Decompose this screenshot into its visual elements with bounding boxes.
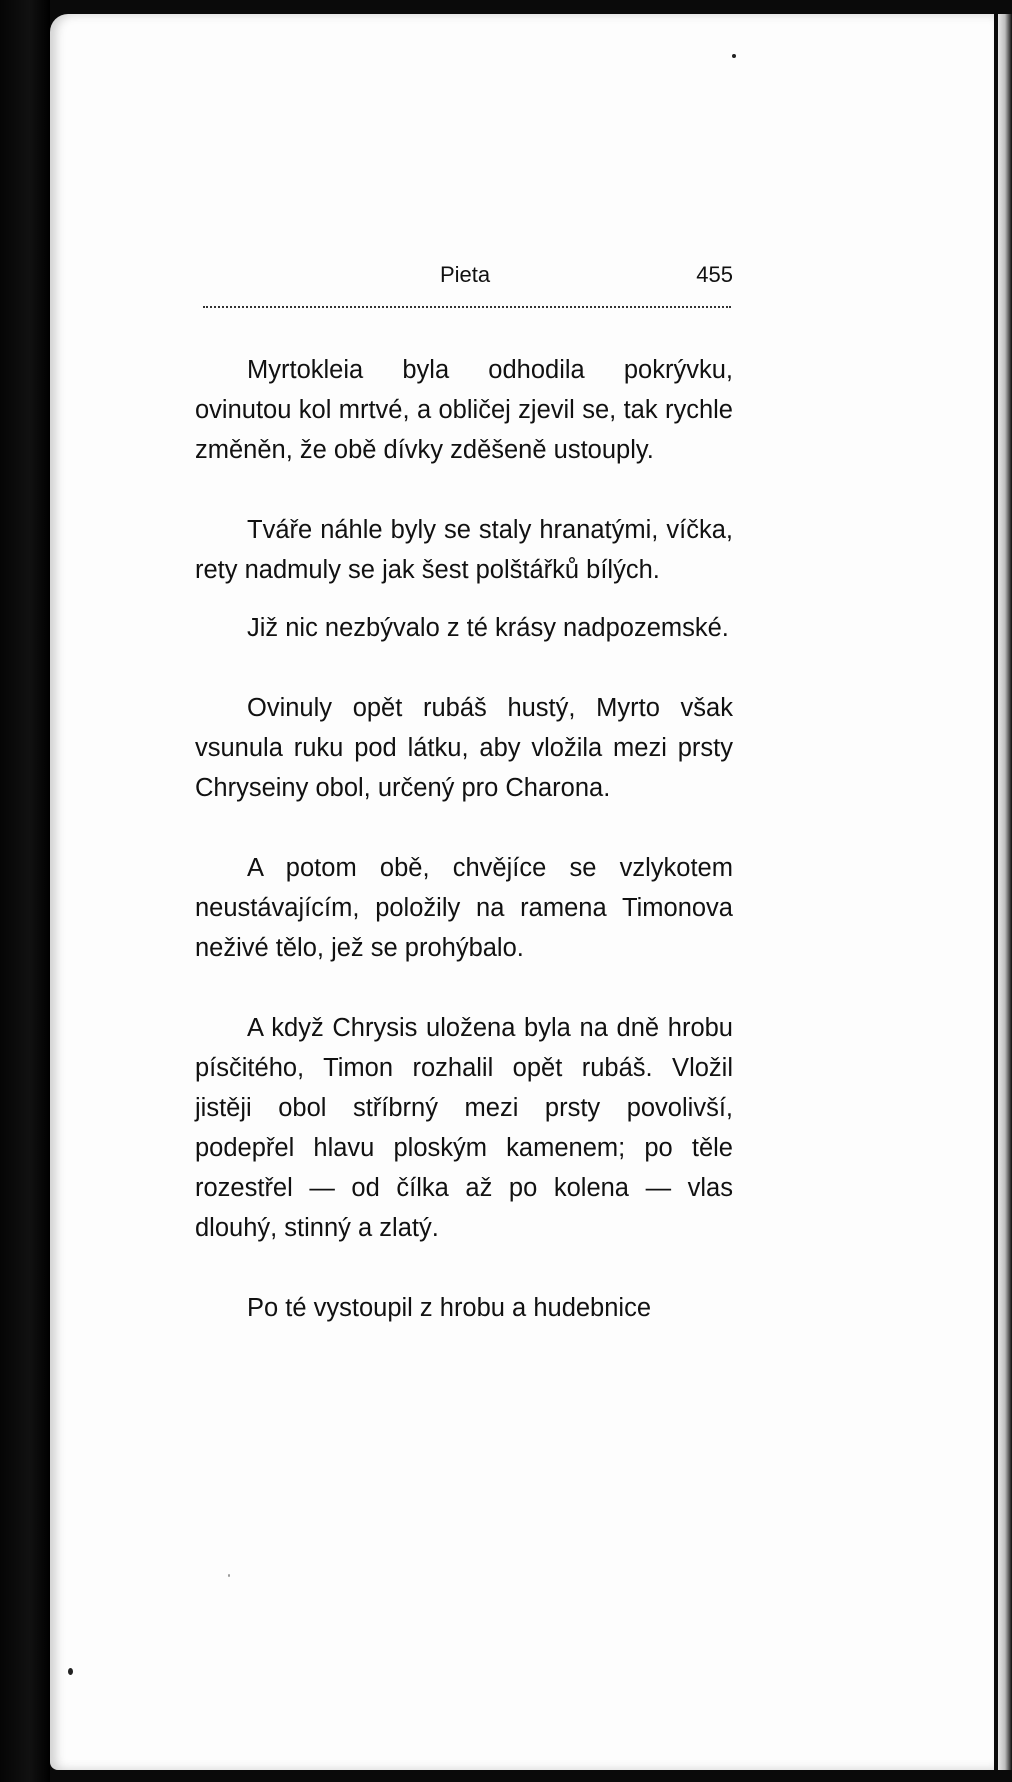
paragraph: Myrtokleia byla odhodila pokrývku, ovinutou kol mrtvé, a obličej zjevil se, tak rychle změněn, že obě dívky zděšeně ustouply. xyxy=(195,356,733,464)
scan-speck xyxy=(732,54,736,58)
page-number: 455 xyxy=(696,262,733,287)
page-edge xyxy=(998,14,1012,1770)
header-rule xyxy=(203,306,731,308)
paragraph: Tváře náhle byly se staly hranatými, víčka, rety nadmuly se jak šest polštářků bílých. xyxy=(195,516,733,584)
paragraph: A potom obě, chvějíce se vzlykotem neustávajícím, položily na ramena Timonova neživé tělo, jež se prohýbalo. xyxy=(195,854,733,962)
body-text xyxy=(195,350,733,1328)
scan-speck xyxy=(228,1574,230,1577)
scan-left-border xyxy=(0,0,50,1782)
paragraph: Již nic nezbývalo z té krásy nadpozemské. xyxy=(247,614,729,642)
running-title: Pieta xyxy=(440,262,491,287)
paragraph: Po té vystoupil z hrobu a hudebnice xyxy=(247,1294,652,1322)
paragraph: Ovinuly opět rubáš hustý, Myrto však vsunula ruku pod látku, aby vložila mezi prsty Chryseiny obol, určený pro Charona. xyxy=(195,694,733,802)
scan-speck xyxy=(68,1668,73,1675)
paragraph: A když Chrysis uložena byla na dně hrobu písčitého, Timon rozhalil opět rubáš. Vložil jistěji obol stříbrný mezi prsty povolivší, podepřel hlavu ploským kamenem; po těle rozestřel — od čílka až po kolena — vlas dlouhý, stinný a zlatý. xyxy=(195,1014,733,1242)
page-header xyxy=(195,262,733,292)
